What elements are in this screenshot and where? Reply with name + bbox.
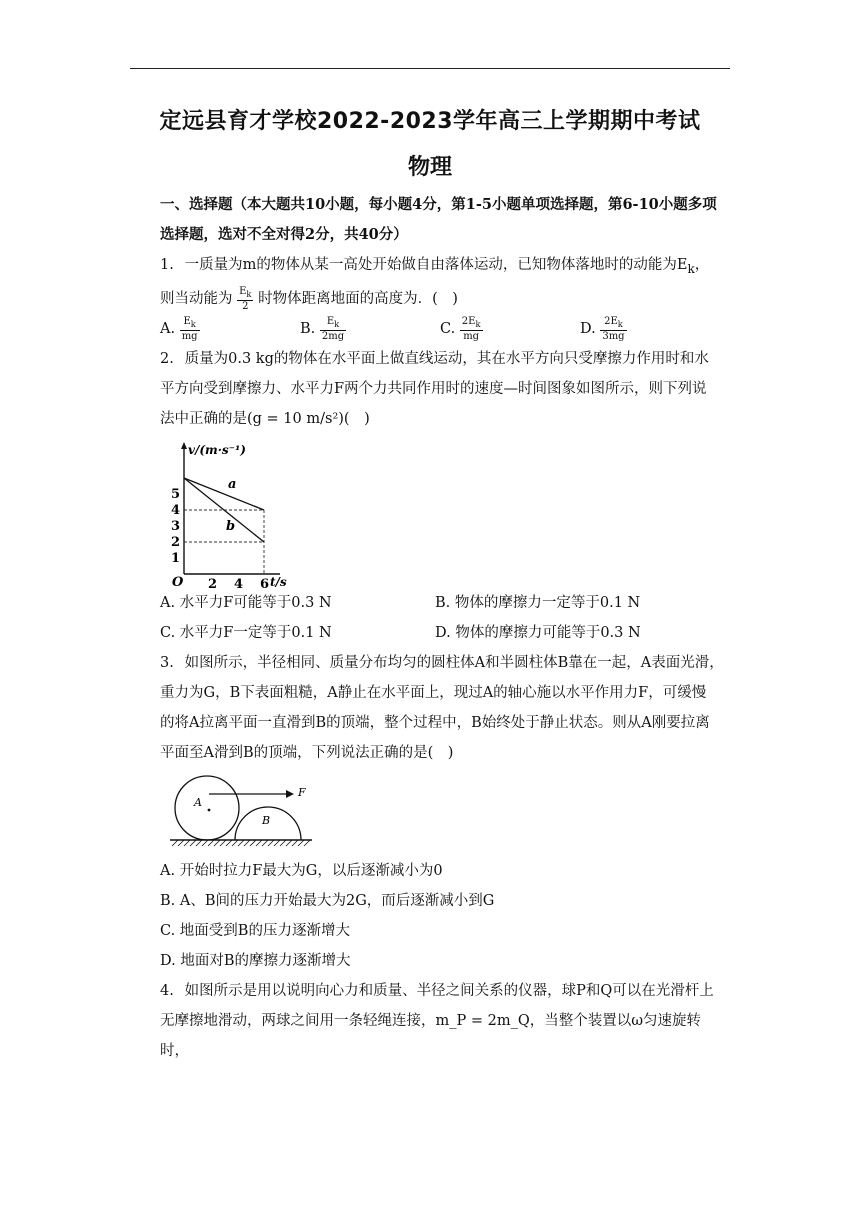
label-a: A [194,795,202,809]
option-b[interactable]: B. 物体的摩擦力一定等于0.1 N [435,594,641,611]
fraction-denominator: 2mg [321,330,345,342]
subscript: k [246,288,252,299]
option-a[interactable]: A. 水平力F可能等于0.3 N [160,594,332,611]
x-tick-2: 2 [208,576,218,588]
fraction-numerator: 2E [604,315,618,327]
question-text: 如图所示，半径相同、质量分布均匀的圆柱体A和半圆柱体B靠在一起，A表面光滑， [184,654,724,671]
question-text: 时物体距离地面的高度为．( ) [258,290,458,307]
y-axis-label: v/(m·s⁻¹) [188,442,246,457]
option-b[interactable] [300,314,440,344]
question-2-options [160,588,730,648]
fraction-numerator: E [326,315,335,327]
exam-subject: 物理 [407,155,452,180]
option-d[interactable] [580,314,720,344]
option-b[interactable]: B. A、B间的压力开始最大为2G，而后逐渐减小到G [160,892,495,909]
ground-hatch [172,840,310,846]
fraction-numerator: E [239,285,247,297]
question-text: 无摩擦地滑动，两球之间用一条轻绳连接，m_P = 2m_Q，当整个装置以ω匀速旋转时， [160,1012,702,1059]
question-text-end: ， [694,257,710,273]
question-text: 如图所示是用以说明向心力和质量、半径之间关系的仪器，球P和Q可以在光滑杆上 [184,982,714,999]
y-tick-4: 4 [171,502,181,518]
subscript: k [334,318,340,329]
question-2 [160,344,730,374]
option-c[interactable] [440,314,580,344]
cylinder-diagram [166,774,316,850]
fraction [180,316,200,342]
cylinder-a [175,776,239,840]
fraction-denominator: mg [463,330,480,342]
fraction-numerator: E [183,315,191,327]
y-tick-5: 5 [171,486,181,502]
question-number: 2. [160,350,174,367]
question-1-options [160,314,730,344]
question-text: 的将A拉离平面一直滑到B的顶端，整个过程中，B始终处于静止状态。则从A刚要拉离 [160,714,710,731]
y-tick-3: 3 [171,518,181,534]
y-axis-arrow [181,442,187,449]
cylinder-a-center [208,808,211,811]
question-text: 质量为0.3 kg的物体在水平面上做直线运动，其在水平方向只受摩擦力作用时和水 [184,350,709,367]
fraction [237,286,253,312]
question-3 [160,648,730,678]
subscript: k [190,318,196,329]
question-text: 一质量为m的物体从某一高处开始做自由落体运动，已知物体落地时的动能为E [184,257,688,273]
option-label: D. [580,320,596,337]
option-d[interactable]: D. 地面对B的摩擦力逐渐增大 [160,952,351,969]
option-a[interactable] [160,314,300,344]
fraction-denominator: 3mg [602,330,625,342]
option-label: A. [160,320,176,337]
fraction [460,316,483,342]
vt-graph-figure [168,438,730,588]
question-1-line2 [160,284,730,314]
question-text: 平面至A滑到B的顶端，下列说法正确的是( ) [160,744,454,761]
option-a[interactable]: A. 开始时拉力F最大为G，以后逐渐减小为0 [160,862,443,879]
exam-content [160,190,730,1066]
x-axis-label: t/s [270,574,287,588]
option-c[interactable]: C. 地面受到B的压力逐渐增大 [160,922,350,939]
vt-graph [168,438,288,588]
question-text: 重力为G，B下表面粗糙，A静止在水平面上，现过A的轴心施以水平作用力F，可缓慢 [160,684,707,701]
option-label: B. [300,320,316,337]
header-rule [130,68,730,69]
label-b: B [262,813,271,827]
question-number: 1. [160,257,174,273]
question-number: 3. [160,654,174,671]
force-arrow-head [286,790,294,798]
origin-label: O [172,574,184,588]
subscript: k [475,318,481,329]
option-d[interactable]: D. 物体的摩擦力可能等于0.3 N [435,624,641,641]
x-tick-4: 4 [234,576,244,588]
fraction-denominator: mg [181,330,198,342]
subscript: k [617,318,623,329]
fraction-numerator: 2E [461,315,476,327]
line-a-label: a [228,476,237,492]
y-tick-2: 2 [171,534,181,550]
option-c[interactable]: C. 水平力F一定等于0.1 N [160,624,332,641]
fraction [600,316,626,342]
exam-title: 定远县育才学校2022-2023学年高三上学期期中考试 [159,109,701,134]
question-3-options [160,856,730,976]
question-text: 平方向受到摩擦力、水平力F两个力共同作用时的速度—时间图象如图所示，则下列说 [160,380,707,397]
question-text: 法中正确的是(g = 10 m/s²)( ) [160,410,370,427]
y-tick-1: 1 [171,550,181,566]
section-header: 一、选择题（本大题共10小题，每小题4分，第1-5小题单项选择题，第6-10小题多项选择题，选对不全对得2分，共40分） [160,196,717,243]
fraction-denominator: 2 [242,300,249,312]
line-b-label: b [226,518,236,534]
fraction [320,316,346,342]
question-1 [160,250,730,284]
option-label: C. [440,320,456,337]
label-f: F [298,785,306,799]
subscript: k [687,261,695,276]
question-number: 4. [160,982,174,999]
line-a [184,478,264,510]
x-tick-6: 6 [260,576,270,588]
cylinder-figure [166,774,730,850]
question-4 [160,976,730,1006]
question-text: 则当动能为 [160,290,233,307]
